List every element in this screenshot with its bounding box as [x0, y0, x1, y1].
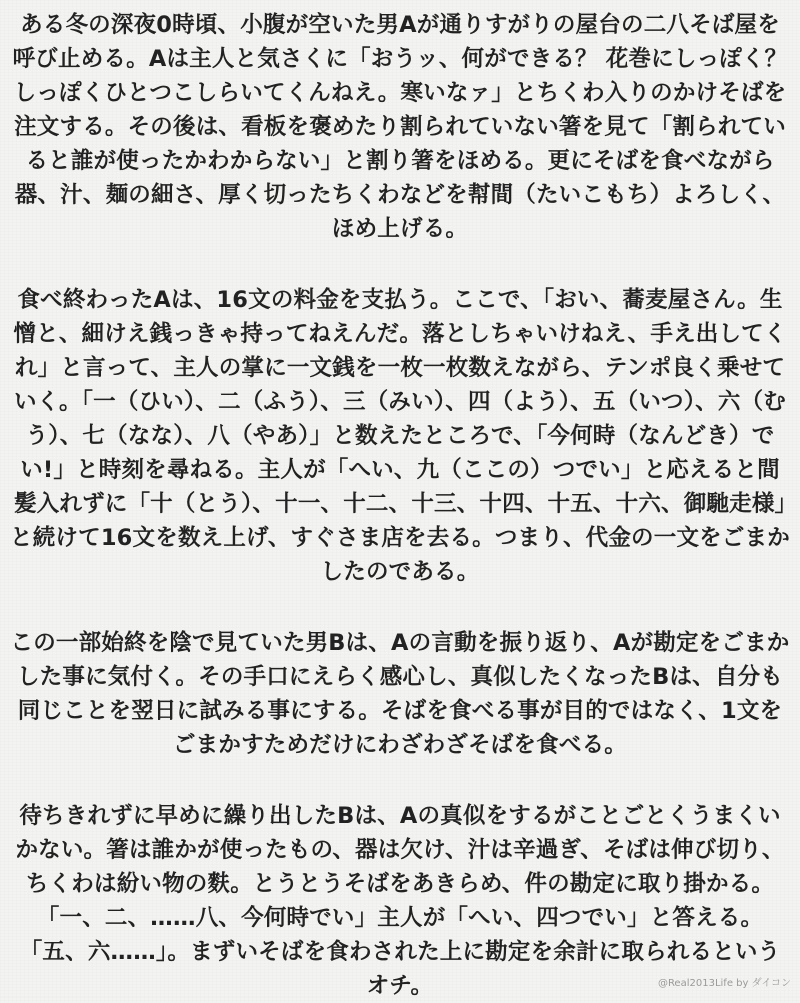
paragraph-2: 食べ終わったAは、16文の料金を支払う。ここで、「おい、蕎麦屋さん。生憎と、細けえ銭っきゃ持ってねえんだ。落としちゃいけねえ、手え出してくれ」と言って、主人の掌に一文銭を一枚一枚数えながら、テンポ良く乗せていく。「一（ひい）、二（ふう）、三（みい）、四（よう）、五（いつ）、六（むう）、七（なな）、八（やあ）」と数えたところで、「今何時（なんどき）でい!」と時刻を尋ねる。主人が「へい、九（ここの）つでい」と応えると間髪入れずに「十（とう）、十一、十二、十三、十四、十五、十六、御馳走様」と続けて16文を数え上げ、すぐさま店を去る。つまり、代金の一文をごまかしたのである。	[10, 287, 790, 585]
paragraph-4: 待ちきれずに早めに繰り出したBは、Aの真似をするがことごとくうまくいかない。箸は誰かが使ったもの、器は欠け、汁は辛過ぎ、そばは伸び切り、ちくわは紛い物の麩。とうとうそばをあきらめ、件の勘定に取り掛かる。「一、二、……八、今何時でい」主人が「へい、四つでい」と答える。「五、六……」。まずいそばを食わされた上に勘定を余計に取られるというオチ。	[15, 803, 785, 999]
story-text	[0, 8, 800, 1003]
credit-watermark: @Real2013Life by ダイコン	[657, 978, 791, 989]
paragraph-1: ある冬の深夜0時頃、小腹が空いた男Aが通りすがりの屋台の二八そば屋を呼び止める。Aは主人と気さくに「おうッ、何ができる？ 花巻にしっぽく？ しっぽくひとつこしらいてくんねえ。寒いなァ」とちくわ入りのかけそばを注文する。その後は、看板を褒めたり割られていない箸を見て「割られていると誰が使ったかわからない」と割り箸をほめる。更にそばを食べながら器、汁、麺の細さ、厚く切ったちくわなどを幇間（たいこもち）よろしく、ほめ上げる。	[12, 12, 788, 242]
paragraph-3: この一部始終を陰で見ていた男Bは、Aの言動を振り返り、Aが勘定をごまかした事に気付く。その手口にえらく感心し、真似したくなったBは、自分も同じことを翌日に試みる事にする。そばを食べる事が目的ではなく、1文をごまかすためだけにわざわざそばを食べる。	[10, 630, 790, 758]
